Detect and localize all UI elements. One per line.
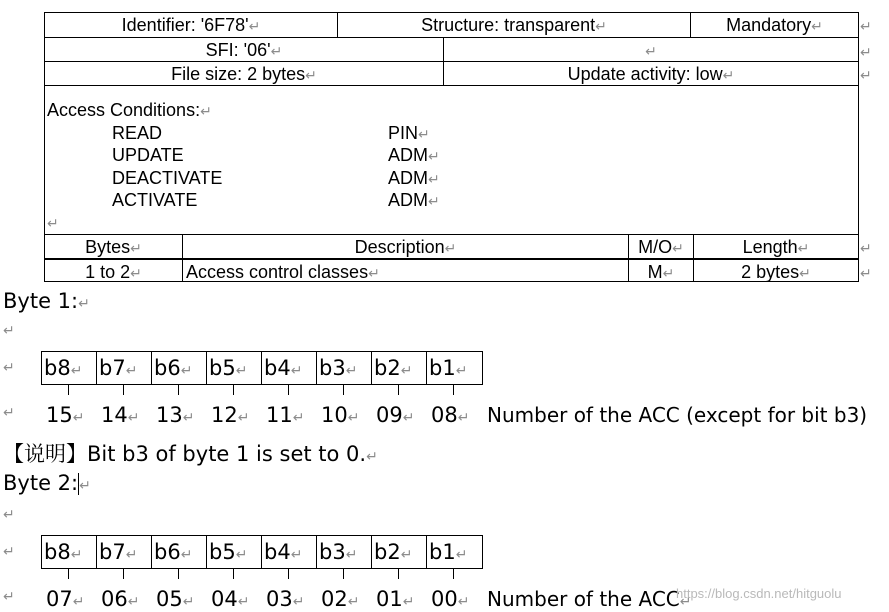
byte1-bit: b4 ↵	[262, 352, 317, 384]
col-length: Length ↵	[694, 235, 858, 258]
cell-description: Access control classes ↵	[183, 260, 628, 281]
byte1-bit: b3 ↵	[317, 352, 372, 384]
byte2-bit: b7 ↵	[97, 536, 152, 568]
byte2-acc-number: 04 ↵	[211, 587, 249, 611]
ac-op-activate: ACTIVATE	[112, 190, 198, 210]
byte1-bit: b7 ↵	[97, 352, 152, 384]
structure-cell: Structure: transparent ↵	[338, 13, 690, 37]
byte2-acc-number: 02 ↵	[321, 587, 359, 611]
byte1-acc-number: 11 ↵	[266, 403, 304, 427]
byte1-bit: b8 ↵	[42, 352, 97, 384]
byte2-caption: Number of the ACC ↵	[487, 587, 692, 611]
byte1-bit: b2 ↵	[372, 352, 427, 384]
header-row-2	[45, 38, 858, 62]
byte2-acc-number: 01 ↵	[376, 587, 414, 611]
watermark-text: https://blog.csdn.net/hitguolu	[676, 586, 842, 601]
byte1-acc-number: 13 ↵	[156, 403, 194, 427]
byte2-acc-number: 05 ↵	[156, 587, 194, 611]
ac-op-update: UPDATE	[112, 145, 184, 165]
byte1-acc-number: 09 ↵	[376, 403, 414, 427]
content-data-row	[45, 260, 858, 281]
byte1-acc-number: 10 ↵	[321, 403, 359, 427]
byte2-bit: b1 ↵	[427, 536, 482, 568]
header-row-3	[45, 62, 858, 86]
byte2-bit: b4 ↵	[262, 536, 317, 568]
byte2-bit-row	[41, 535, 483, 569]
byte2-bit: b3 ↵	[317, 536, 372, 568]
byte2-bit: b6 ↵	[152, 536, 207, 568]
cell-mo: M ↵	[629, 260, 693, 281]
file-size-cell: File size: 2 bytes ↵	[45, 62, 443, 85]
identifier-cell: Identifier: '6F78' ↵	[45, 13, 337, 37]
sfi-cell: SFI: '06' ↵	[45, 38, 443, 61]
byte1-bit: b1 ↵	[427, 352, 482, 384]
col-description: Description ↵	[183, 235, 628, 258]
header-row-1	[45, 13, 858, 38]
access-conditions-title: Access Conditions: ↵	[47, 100, 212, 121]
byte1-acc-number: 12 ↵	[211, 403, 249, 427]
byte2-bit: b5 ↵	[207, 536, 262, 568]
col-mo: M/O ↵	[629, 235, 693, 258]
byte1-acc-number: 15 ↵	[46, 403, 84, 427]
byte1-bit: b5 ↵	[207, 352, 262, 384]
byte1-bit: b6 ↵	[152, 352, 207, 384]
ac-op-read: READ	[112, 123, 163, 143]
byte2-acc-number: 07 ↵	[46, 587, 84, 611]
content-header-row	[45, 235, 858, 260]
mandatory-cell: Mandatory ↵	[691, 13, 858, 37]
byte2-acc-number: 00 ↵	[431, 587, 469, 611]
cell-bytes: 1 to 2 ↵	[45, 260, 182, 281]
content-table	[44, 234, 859, 282]
ac-op-deactivate: DEACTIVATE	[112, 168, 223, 188]
ac-cond-activate: ADM ↵	[388, 190, 440, 211]
note-text: 【说明】Bit b3 of byte 1 is set to 0. ↵	[3, 438, 378, 468]
byte2-label: Byte 2: ↵	[3, 471, 91, 495]
empty-cell	[444, 38, 858, 61]
update-activity-cell: Update activity: low ↵	[444, 62, 858, 85]
byte2-bit: b8 ↵	[42, 536, 97, 568]
ac-cond-update: ADM ↵	[388, 145, 440, 166]
byte2-bit: b2 ↵	[372, 536, 427, 568]
ac-cond-deactivate: ADM ↵	[388, 168, 440, 189]
byte1-acc-number: 14 ↵	[101, 403, 139, 427]
ef-header-table	[44, 12, 859, 235]
byte1-acc-number: 08 ↵	[431, 403, 469, 427]
ac-cond-read: PIN ↵	[388, 123, 430, 144]
byte1-caption: Number of the ACC (except for bit b3)	[487, 403, 868, 427]
col-bytes: Bytes ↵	[45, 235, 182, 258]
byte1-bit-row	[41, 351, 483, 385]
byte2-acc-number: 06 ↵	[101, 587, 139, 611]
cell-length: 2 bytes ↵	[694, 260, 858, 281]
byte1-label: Byte 1: ↵	[3, 289, 90, 313]
byte2-acc-number: 03 ↵	[266, 587, 304, 611]
